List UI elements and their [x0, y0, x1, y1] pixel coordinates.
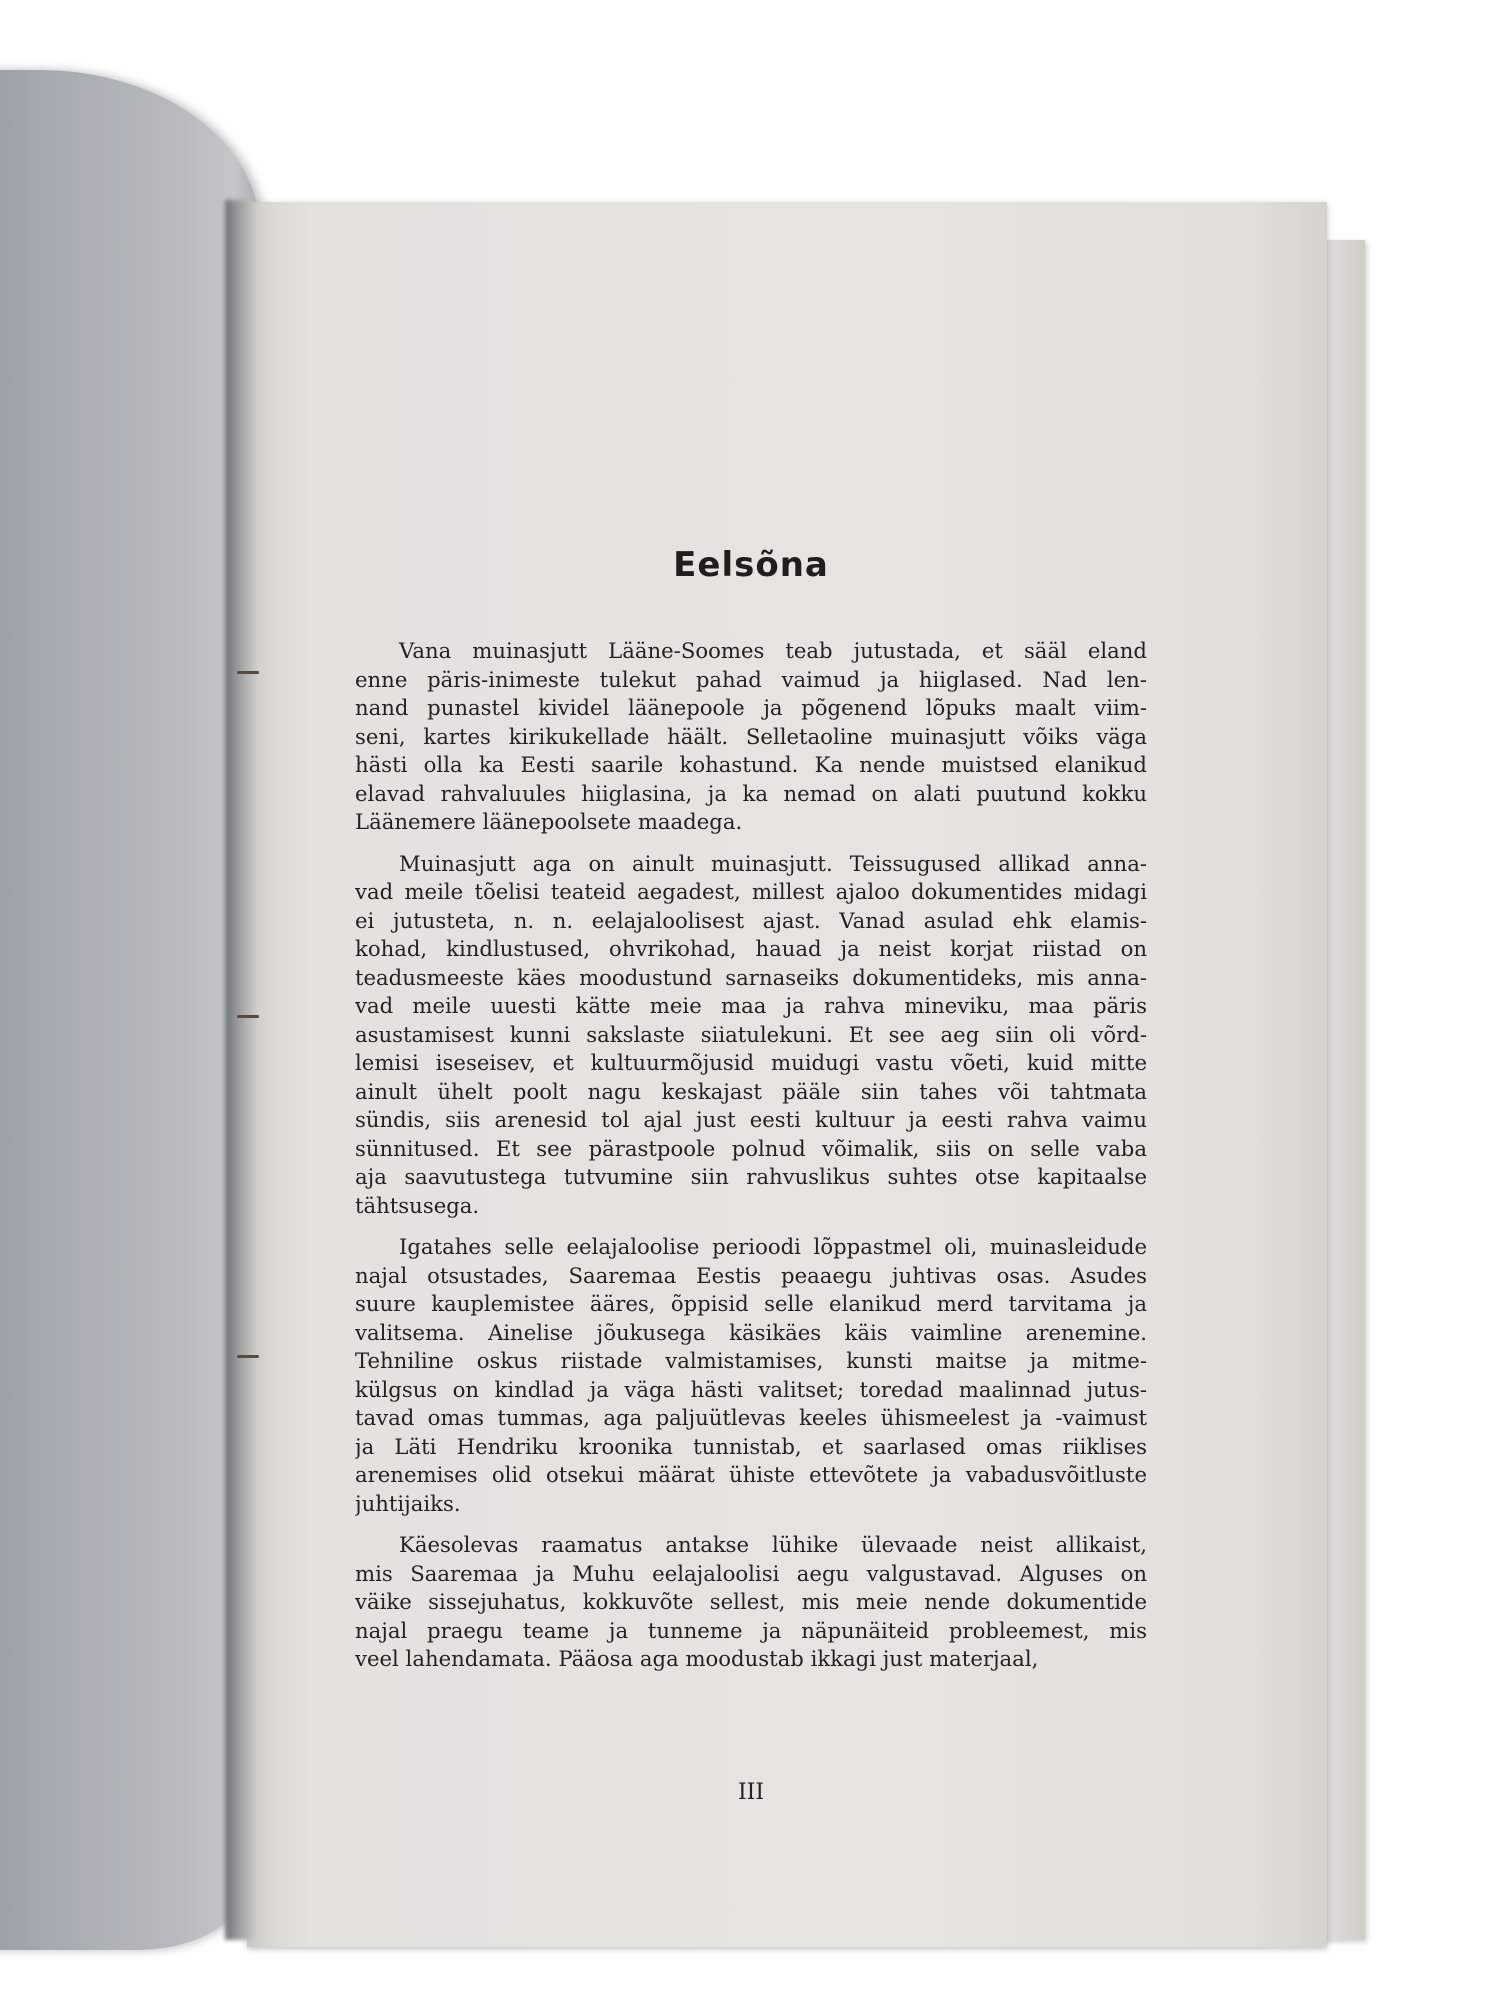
text-line: mis Saaremaa ja Muhu eelajaloolisi aegu valgustavad. Alguses on [355, 1560, 1147, 1586]
binding-stitch [237, 671, 259, 674]
text-line: Vana muinasjutt Lääne-Soomes teab jutustada, et sääl eland [399, 638, 1147, 663]
text-line: tähtsusega. [355, 1192, 480, 1218]
text-line: tavad omas tummas, aga paljuütlevas keeles ühismeelest ja -vaimust [355, 1405, 1147, 1430]
text-line: seni, kartes kirikukellade häält. Selletaoline muinasjutt võiks väga [355, 723, 1147, 749]
text-line: ainult ühelt poolt nagu keskajast pääle siin tahes või tahtmata [355, 1078, 1147, 1104]
text-line: hästi olla ka Eesti saarile kohastund. Ka nende muistsed elanikud [355, 752, 1147, 777]
text-line: Igatahes selle eelajaloolise perioodi lõppastmel oli, muinasleidude [399, 1234, 1147, 1259]
binding-stitch [237, 1355, 259, 1358]
text-line: aja saavutustega tutvumine siin rahvuslikus suhtes otse kapitaalse [355, 1164, 1147, 1189]
left-page [0, 70, 260, 1950]
binding-stitch [237, 1015, 259, 1018]
text-line: arenemises olid otsekui määrat ühiste ettevõtete ja vabadusvõitluste [355, 1462, 1147, 1487]
text-line: kohad, kindlustused, ohvrikohad, hauad ja neist korjat riistad on [355, 936, 1147, 961]
text-line: suure kauplemistee ääres, õppisid selle elanikud merd tarvitama ja [355, 1291, 1147, 1316]
text-line: asustamisest kunni sakslaste siiatulekuni. Et see aeg siin oli võrd- [355, 1021, 1147, 1047]
text-line: sünnitused. Et see pärastpoole polnud võimalik, siis on selle vaba [355, 1135, 1147, 1161]
text-line: valitsema. Ainelise jõukusega käsikäes käis vaimline arenemine. [355, 1319, 1147, 1345]
paragraph [355, 850, 1147, 1221]
text-line: vad meile uuesti kätte meie maa ja rahva mineviku, maa päris [355, 993, 1147, 1018]
text-line: Käesolevas raamatus antakse lühike ülevaade neist allikaist, [399, 1532, 1147, 1557]
text-line: väike sissejuhatus, kokkuvõte sellest, mis meie nende dokumentide [355, 1589, 1147, 1614]
text-line: Muinasjutt aga on ainult muinasjutt. Teissugused allikad anna- [399, 850, 1147, 876]
paragraph [355, 637, 1147, 837]
text-line: külgsus on kindlad ja väga hästi valitset; toredad maalinnad jutus- [355, 1376, 1147, 1402]
text-line: enne päris-inimeste tulekut pahad vaimud ja hiiglased. Nad len- [355, 666, 1147, 692]
text-line: teadusmeeste käes moodustund sarnaseiks dokumentideks, mis anna- [355, 964, 1147, 990]
text-line: Tehniline oskus riistade valmistamises, kunsti maitse ja mitme- [355, 1348, 1147, 1373]
page-heading: Eelsõna [673, 545, 829, 585]
text-line: najal otsustades, Saaremaa Eestis peaaegu juhtivas osas. Asudes [355, 1262, 1147, 1288]
text-line: ja Läti Hendriku kroonika tunnistab, et saarlased omas riiklises [355, 1433, 1147, 1459]
body-text [355, 637, 1147, 1674]
page-number: III [737, 1780, 765, 1805]
text-line: nand punastel kividel läänepoole ja põgenend lõpuks maalt viim- [355, 695, 1147, 720]
paragraph [355, 1233, 1147, 1518]
text-line: ei jutusteta, n. n. eelajaloolisest ajast. Vanad asulad ehk elamis- [355, 907, 1147, 933]
book-gutter [225, 200, 255, 1940]
paragraph [355, 1531, 1147, 1674]
text-line: elavad rahvaluules hiiglasina, ja ka nemad on alati puutund kokku [355, 780, 1147, 806]
text-line: juhtijaiks. [355, 1490, 461, 1516]
page-text [355, 545, 1147, 1687]
text-line: lemisi iseseisev, et kultuurmõjusid muidugi vastu võeti, kuid mitte [355, 1050, 1147, 1075]
text-line: vad meile tõelisi teateid aegadest, millest ajaloo dokumentides midagi [355, 879, 1147, 904]
text-line: najal praegu teame ja tunneme ja näpunäiteid probleemest, mis [355, 1617, 1147, 1643]
text-line: Läänemere läänepoolsete maadega. [355, 809, 743, 834]
text-line: sündis, siis arenesid tol ajal just eesti kultuur ja eesti rahva vaimu [355, 1107, 1147, 1132]
text-line: veel lahendamata. Pääosa aga moodustab ikkagi just materjaal, [355, 1646, 1039, 1671]
